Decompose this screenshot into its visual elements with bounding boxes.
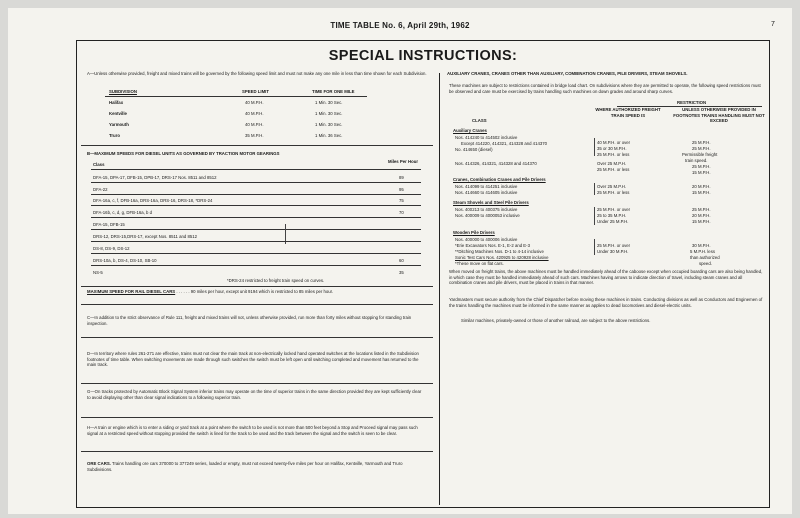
timetable-page [8, 8, 792, 514]
diesel-speed: 35 [399, 270, 404, 275]
speed-limit: 25 M.P.H. [692, 140, 711, 145]
cranes-para-1: When moved on freight trains, the above machines must be handled immediately ahead of the caboose except when occupied boarding cars are also being handled, in which case they must be handled immediately ahead of such cars. Machines having arrows to indicate direction of travel, including steam cranes and all combination cranes and pile drivers, must be placed in trains in that manner. [449, 269, 763, 286]
row-time: 1 Min. 30 Sec. [315, 111, 343, 116]
speed-limit: 20 M.P.H. [692, 184, 711, 189]
diesel-speed: 60 [399, 258, 404, 263]
row-rule [91, 205, 421, 206]
freight-speed: 25 M.P.H. or over [597, 243, 631, 248]
group-name: Steam Shovels and Steel Pile Drivers [453, 200, 529, 205]
freight-speed: Over 25 M.P.H. [597, 184, 627, 189]
section-rule [81, 417, 433, 418]
table-b-rule [91, 169, 421, 170]
freight-speed: 40 M.P.H. or over [597, 140, 631, 145]
row-rule [91, 253, 421, 254]
page-title: SPECIAL INSTRUCTIONS: [328, 48, 518, 64]
speed-limit: 30 M.P.H. [692, 243, 711, 248]
group-name: Cranes, Combination Cranes and Pile Drivers [453, 177, 546, 182]
col-miles: Miles Per Hour [387, 159, 419, 164]
group-line: No. 414650 (diesel) [455, 147, 493, 152]
ore-cars-text: Trains handling ore cars 370000 to 377249 series, loaded or empty, must not exceed twenty-five miles per hour on Halifax, Kentville, Yarmouth and Truro Subdivisions. [87, 461, 403, 472]
speed-limit: speed. [699, 261, 712, 266]
group-line: Nos. 414660 to 414605 inclusive [455, 190, 518, 195]
row-subdivision: Yarmouth [109, 122, 129, 127]
restriction-label: RESTRICTION [677, 100, 707, 105]
row-rule [91, 229, 421, 230]
freight-speed: 25 M.P.H. or less [597, 190, 630, 195]
brace [594, 138, 595, 156]
rail-diesel-text: 90 miles per hour, except unit 9194 which is restricted to 85 miles per hour. [190, 289, 334, 294]
freight-speed: 25 M.P.H. or less [597, 167, 630, 172]
freight-speed: Under 25 M.P.H. [597, 219, 629, 224]
diesel-speed: 75 [399, 198, 404, 203]
col-speed-limit: SPEED LIMIT [242, 89, 269, 94]
cranes-heading: AUXILIARY CRANES, CRANES OTHER THAN AUXILIARY, COMBINATION CRANES, PILE DRIVERS, STEAM SHOVELS. [447, 71, 688, 76]
row-rule [91, 194, 421, 195]
brace [594, 239, 595, 255]
diesel-speed: 89 [399, 175, 404, 180]
row-speed: 40 M.P.H. [245, 111, 264, 116]
speed-limit: 15 M.P.H. [692, 190, 711, 195]
diesel-class: DFA-16a, c, f, DFB-16a, DRS-16a, DRS-16, DRS-18, *DRS-24 [93, 198, 213, 203]
section-rule [81, 337, 433, 338]
row-speed: 40 M.P.H. [245, 100, 264, 105]
row-time: 1 Min. 30 Sec. [315, 122, 343, 127]
row-rule [91, 241, 421, 242]
diesel-speed: 95 [399, 187, 404, 192]
col-class: Class [93, 162, 105, 167]
group-line: Nos. 400009 to 4000053 inclusive [455, 213, 520, 218]
cranes-para-3: Similar machines, privately-owned or those of another railroad, are subject to the above restrictions. [461, 318, 651, 323]
section-rule [81, 145, 433, 146]
page-number: 7 [771, 21, 775, 28]
diesel-speed: 70 [399, 210, 404, 215]
section-rule [81, 451, 433, 452]
group-line: Nos. 414326, 414321, 414328 and 414370 [455, 161, 537, 166]
freight-speed: Over 25 M.P.H. [597, 161, 627, 166]
freight-speed: 35 or 30 M.P.H. [597, 146, 627, 151]
col-freight-speed: WHERE AUTHORIZED FREIGHT TRAIN SPEED IS [595, 107, 661, 118]
group-name: Wooden Pile Drivers [453, 230, 495, 235]
section-a-intro: A—Unless otherwise provided, freight and mixed trains will be governed by the following speed limit and must not make any one mile in less than time shown for each Subdivision. [87, 71, 427, 76]
diesel-class: DFA-22 [93, 187, 108, 192]
section-h: H—A train or engine which is to enter a siding or yard track at a point where the switch to be used is not more than 500 feet beyond a Stop and Proceed signal may pass such signal at a restricted speed without stopping provided the switch is lined for the track to be used and the track between the signal and the switch is seen to be clear. [87, 425, 418, 436]
row-subdivision: Kentville [109, 111, 127, 116]
freight-speed: Under 30 M.P.H. [597, 249, 629, 254]
row-speed: 35 M.P.H. [245, 133, 264, 138]
ore-cars [87, 461, 422, 472]
rail-diesel-heading: MAXIMUM SPEED FOR RAIL DIESEL CARS [87, 289, 176, 294]
diesel-class: DFA-15, DPA-17, DFB-15, DPB-17, DRS-17 Nos. 8511 and 8512 [93, 175, 217, 180]
speed-limit: 25 M.P.H. [692, 164, 711, 169]
section-c: C—In addition to the strict observance of Rule 111, freight and mixed trains will not, unless otherwise provided, run more than forty miles without stopping for standing train inspection. [87, 315, 412, 326]
row-subdivision: Halifax [109, 100, 124, 105]
group-line: Nos. 400213 to 400375 inclusive [455, 207, 518, 212]
instructions-frame [76, 40, 770, 508]
freight-speed: 25 to 35 M.P.H. [597, 213, 627, 218]
column-divider [439, 73, 440, 505]
freight-speed: 25 M.P.H. or over [597, 207, 631, 212]
rail-diesel-dots: . . . . . . [176, 289, 191, 294]
speed-limit: Permissible freight [682, 152, 718, 157]
brace [594, 183, 595, 195]
speed-limit: 20 M.P.H. [692, 213, 711, 218]
diesel-class: DS-8, DS-9, DS-12 [93, 246, 130, 251]
section-b-heading: B—MAXIMUM SPEEDS FOR DIESEL UNITS AS GOVERNED BY TRACTION MOTOR GEARINGS [87, 151, 280, 156]
speed-limit: than authorized [690, 255, 720, 260]
row-speed: 40 M.P.H. [245, 122, 264, 127]
speed-limit: 5 M.P.H. less [690, 249, 715, 254]
speed-limit: train speed. [685, 158, 708, 163]
section-rule [81, 383, 433, 384]
diesel-note: *DRS-24 restricted to freight train speed on curves. [227, 278, 325, 283]
group-line: Except 414220, 414321, 414328 and 414370 [461, 141, 548, 146]
section-rule [81, 304, 433, 305]
speed-limit: 25 M.P.H. [692, 146, 711, 151]
speed-limit: 15 M.P.H. [692, 219, 711, 224]
diesel-class: DRS-12, DRS-15,DRS-17, except Nos. 8511 and 8512 [93, 234, 198, 239]
group-line: *Erie Excavators Nos. E-1, E-2 and E-3 [455, 243, 530, 248]
group-name: Auxiliary Cranes [453, 128, 487, 133]
row-time: 1 Min. 36 Sec. [315, 133, 343, 138]
cranes-para-2: Yardmasters must secure authority from the Chief Dispatcher before moving these machines in trains. Conducting divisions as well as Conductors and Enginemen of the trains handling the machines must be informed in the same manner as applies to dead locomotives and diesel-electric units. [449, 297, 763, 308]
row-subdivision: Truro [109, 133, 120, 138]
diesel-class: DFA-16b, c, d, g, DFB-16a, b d [93, 210, 152, 215]
group-line: Sonic Test Cars Nos. 420925 to 420928 inclusive [455, 255, 549, 260]
cranes-intro: These machines are subject to restrictions contained in bridge load chart. On subdivisions where they are permitted to operate, the following speed restrictions must be observed and care must be exercised by trains handling such machines on down grades and around sharp curves. [449, 83, 761, 94]
diesel-class: DFA-15, DFB-15 [93, 222, 125, 227]
diesel-class: NS-5 [93, 270, 103, 275]
group-line: **Ditching Machines Nos. D-1 to 4-14 inclusive [455, 249, 544, 254]
col-crane-class: CLASS [472, 118, 487, 123]
col-time-mile: TIME FOR ONE MILE [312, 89, 355, 94]
brace [594, 207, 595, 225]
col-unless: UNLESS OTHERWISE PROVIDED IN FOOTNOTES TRAINS HANDLING MUST NOT EXCEED [673, 107, 765, 124]
group-line: *These move on flat cars. [455, 261, 504, 266]
freight-speed: 25 M.P.H. or less [597, 152, 630, 157]
speed-limit: 15 M.P.H. [692, 170, 711, 175]
rail-diesel-cars [87, 289, 417, 295]
speed-limit: 25 M.P.H. [692, 207, 711, 212]
section-d: D—In territory where rules 261-271 are effective, trains must not clear the main track at non-electrically locked hand operated switches at the locations listed in the Subdivision footnotes of time table. When switching movements are made through such switches the switch must be left open until switching completed and movement has returned to the main track. [87, 351, 419, 368]
diesel-class: DRS-10a, b, DS-4, DS-10, SB-10 [93, 258, 157, 263]
group-line: Nos. 414099 to 414251 inclusive [455, 184, 518, 189]
row-time: 1 Min. 30 Sec. [315, 100, 343, 105]
row-rule [91, 265, 421, 266]
row-rule [91, 182, 421, 183]
group-line: Nos. 400000 to 400006 inclusive [455, 237, 518, 242]
ore-cars-heading: ORE CARS. [87, 461, 111, 466]
section-rule [81, 286, 433, 287]
section-g: G—On tracks protected by Automatic Block Signal System inferior trains may operate on the time of superior trains in the same direction provided they are kept sufficiently clear to avoid displaying other than clear signal indications to a following superior train. [87, 389, 422, 400]
col-subdivision: SUBDIVISION [109, 89, 137, 94]
row-rule [91, 217, 421, 218]
running-title: TIME TABLE No. 6, April 29th, 1962 [330, 21, 470, 30]
table-a-rule [105, 96, 367, 97]
group-line: Nos. 414240 to 414502 inclusive [455, 135, 518, 140]
